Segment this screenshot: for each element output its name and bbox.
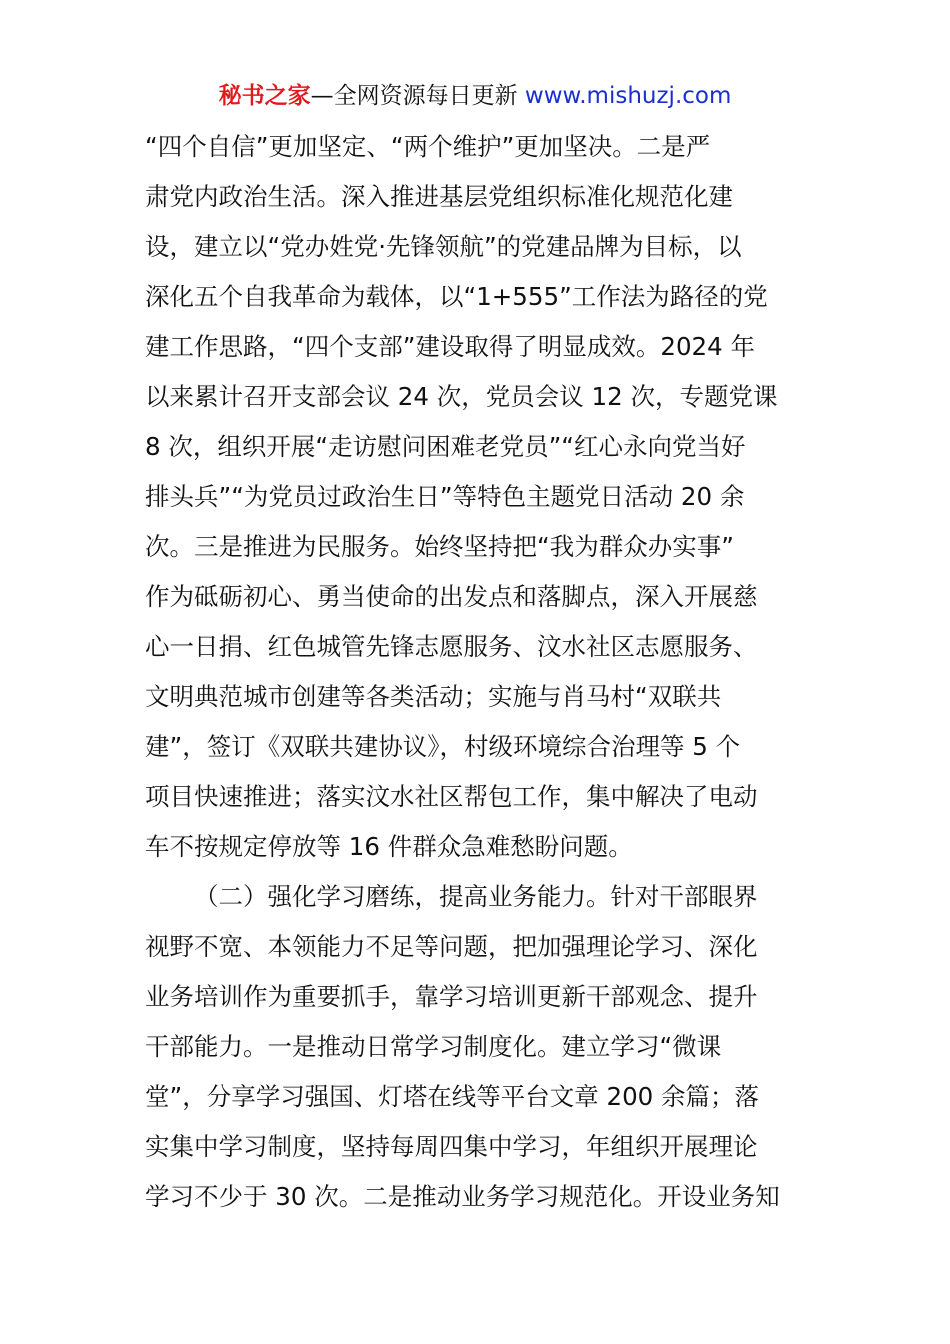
site-url-link[interactable]: www.mishuzj.com xyxy=(524,83,732,109)
text-line: 8 次，组织开展“走访慰问困难老党员”“红心永向党当好 xyxy=(145,432,746,461)
header-tagline: —全网资源每日更新 xyxy=(310,83,518,109)
text-line: 设，建立以“党办姓党·先锋领航”的党建品牌为目标，以 xyxy=(145,232,742,261)
text-line: 干部能力。一是推动日常学习制度化。建立学习“微课 xyxy=(145,1032,722,1061)
text-line: 建”，签订《双联共建协议》，村级环境综合治理等 5 个 xyxy=(145,732,741,761)
text-line: 学习不少于 30 次。二是推动业务学习规范化。开设业务知 xyxy=(145,1182,780,1211)
text-line: 堂”，分享学习强国、灯塔在线等平台文章 200 余篇；落 xyxy=(145,1082,760,1111)
site-header xyxy=(0,80,950,112)
text-line: 排头兵”“为党员过政治生日”等特色主题党日活动 20 余 xyxy=(145,482,745,511)
text-line: 作为砥砺初心、勇当使命的出发点和落脚点，深入开展慈 xyxy=(145,582,758,611)
text-line: 项目快速推进；落实汶水社区帮包工作，集中解决了电动 xyxy=(145,782,758,811)
text-line: 深化五个自我革命为载体，以“1+555”工作法为路径的党 xyxy=(145,282,768,311)
text-line: 心一日捐、红色城管先锋志愿服务、汶水社区志愿服务、 xyxy=(145,632,758,661)
text-line: 肃党内政治生活。深入推进基层党组织标准化规范化建 xyxy=(145,182,733,211)
document-body xyxy=(145,122,815,1222)
section-heading-line: （二）强化学习磨练，提高业务能力。针对干部眼界 xyxy=(194,882,758,911)
brand-name: 秘书之家 xyxy=(218,83,311,109)
text-line: 次。三是推进为民服务。始终坚持把“我为群众办实事” xyxy=(145,532,734,561)
text-line: 业务培训作为重要抓手，靠学习培训更新干部观念、提升 xyxy=(145,982,758,1011)
text-line: 文明典范城市创建等各类活动；实施与肖马村“双联共 xyxy=(145,682,722,711)
text-line: 视野不宽、本领能力不足等问题，把加强理论学习、深化 xyxy=(145,932,758,961)
text-line: “四个自信”更加坚定、“两个维护”更加坚决。二是严 xyxy=(145,132,711,161)
text-line: 建工作思路，“四个支部”建设取得了明显成效。2024 年 xyxy=(145,332,756,361)
text-line: 以来累计召开支部会议 24 次，党员会议 12 次，专题党课 xyxy=(145,382,778,411)
text-line: 实集中学习制度，坚持每周四集中学习，年组织开展理论 xyxy=(145,1132,758,1161)
text-line: 车不按规定停放等 16 件群众急难愁盼问题。 xyxy=(145,832,633,861)
